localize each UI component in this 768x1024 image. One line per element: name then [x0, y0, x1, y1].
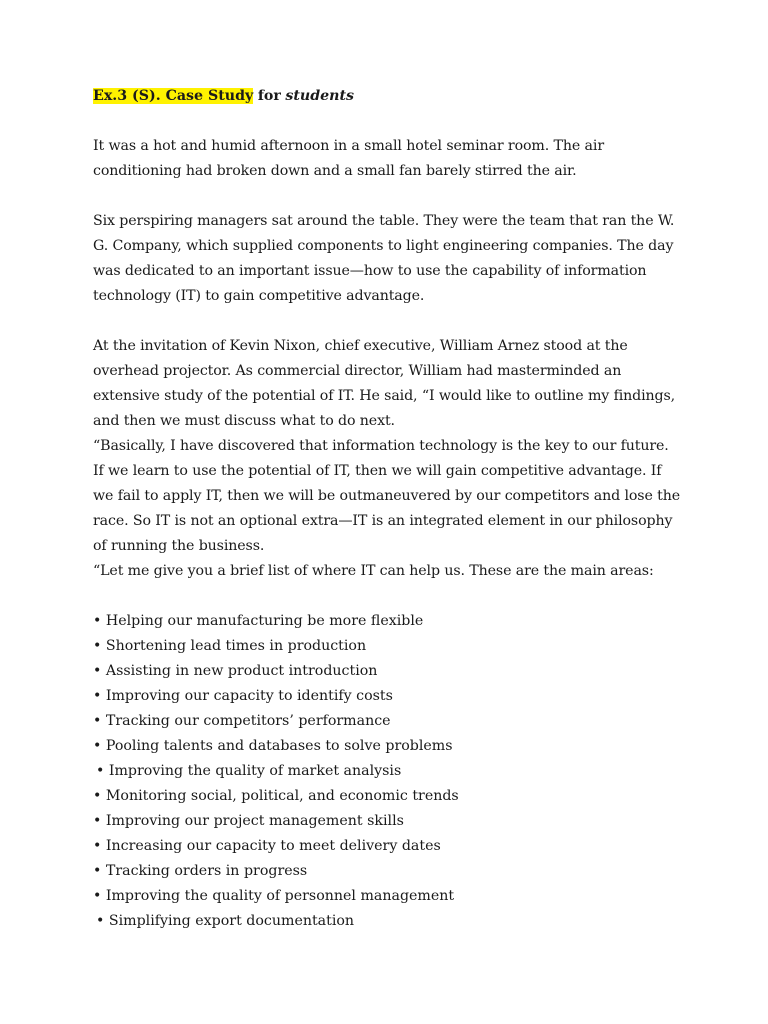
- heading-for-word: for: [257, 88, 281, 104]
- paragraph-managers: Six perspiring managers sat around the table. They were the team that ran the W. G. Company, which supplied components to light engineering companies. The day was dedicated to an important issue—how to use the capability of information technology (IT) to gain competitive advantage.: [93, 213, 675, 304]
- list-item: • Improving our project management skills: [93, 813, 404, 829]
- exercise-heading: [93, 84, 683, 109]
- list-item: • Tracking our competitors’ performance: [93, 713, 391, 729]
- list-item: • Improving our capacity to identify costs: [93, 688, 393, 704]
- spacer: [93, 584, 683, 609]
- it-benefits-list: [93, 609, 683, 934]
- list-item: • Increasing our capacity to meet delivery dates: [93, 838, 441, 854]
- paragraph-setting: It was a hot and humid afternoon in a small hotel seminar room. The air conditioning had broken down and a small fan barely stirred the air.: [93, 138, 604, 179]
- list-item: • Helping our manufacturing be more flexible: [93, 613, 424, 629]
- document-body: [93, 84, 683, 934]
- spacer: [93, 184, 683, 209]
- spacer: [93, 309, 683, 334]
- exercise-title-highlight: Ex.3 (S). Case Study: [93, 88, 254, 104]
- spacer: [93, 109, 683, 134]
- list-item: • Pooling talents and databases to solve problems: [93, 738, 453, 754]
- heading-audience: students: [285, 88, 355, 104]
- list-item: • Improving the quality of personnel management: [93, 888, 455, 904]
- list-item: • Tracking orders in progress: [93, 863, 308, 879]
- list-item: • Assisting in new product introduction: [93, 663, 378, 679]
- paragraph-list-intro: “Let me give you a brief list of where IT can help us. These are the main areas:: [93, 563, 654, 579]
- paragraph-invitation: At the invitation of Kevin Nixon, chief executive, William Arnez stood at the overhead projector. As commercial director, William had masterminded an extensive study of the potential of IT. He said, “I would like to outline my findings, and then we must discuss what to do next.: [93, 338, 676, 429]
- list-item: • Shortening lead times in production: [93, 638, 367, 654]
- list-item: • Simplifying export documentation: [96, 913, 355, 929]
- paragraph-basically: “Basically, I have discovered that information technology is the key to our future. If we learn to use the potential of IT, then we will gain competitive advantage. If we fail to apply IT, then we will be outmaneuvered by our competitors and lose the race. So IT is not an optional extra—IT is an integrated element in our philosophy of running the business.: [93, 438, 681, 554]
- list-item: • Monitoring social, political, and economic trends: [93, 788, 459, 804]
- list-item: • Improving the quality of market analysis: [96, 763, 402, 779]
